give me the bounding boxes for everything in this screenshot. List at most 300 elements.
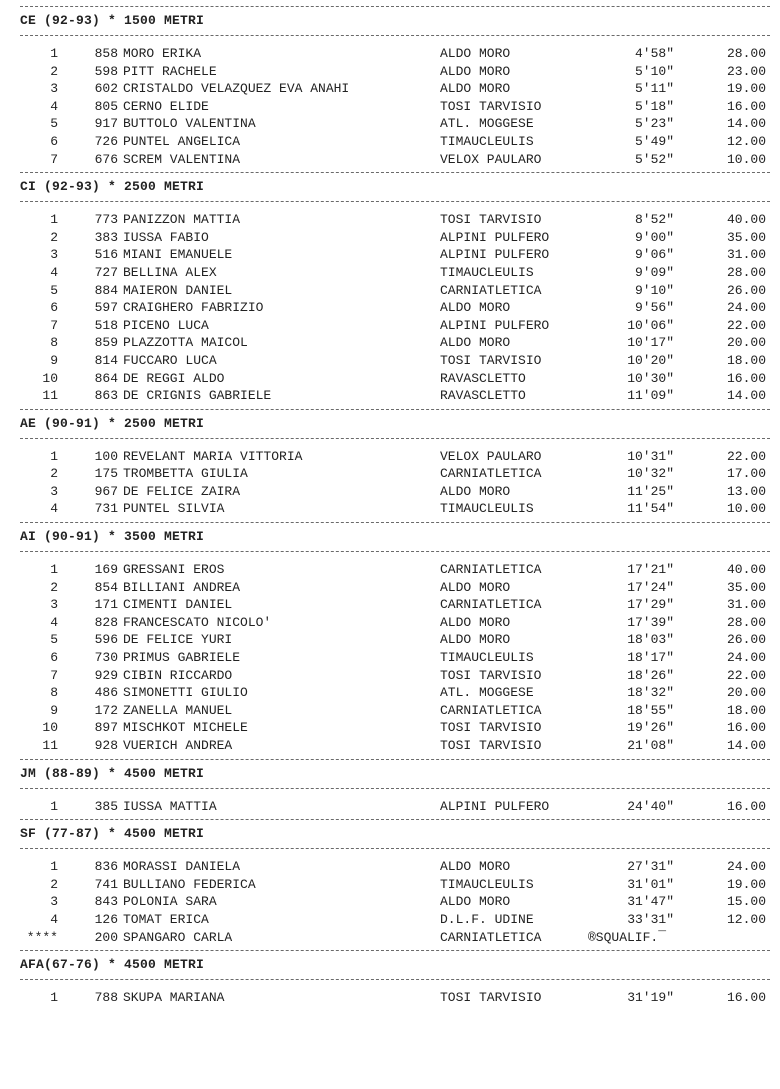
- result-row: [0, 798, 780, 816]
- result-row: [0, 448, 780, 466]
- position: 5: [50, 282, 58, 298]
- result-row: [0, 317, 780, 335]
- position: 10: [42, 720, 58, 736]
- finish-time: 5'18": [634, 98, 674, 114]
- athlete-name: DE REGGI ALDO: [123, 370, 225, 386]
- bib-number: 836: [94, 859, 118, 875]
- bib-number: 854: [94, 579, 118, 595]
- finish-time: 33'31": [627, 911, 674, 927]
- bib-number: 863: [94, 388, 118, 404]
- position: 2: [50, 466, 58, 482]
- bib-number: 126: [94, 911, 118, 927]
- athlete-name: PLAZZOTTA MAICOL: [123, 335, 248, 351]
- position: 3: [50, 894, 58, 910]
- bib-number: 828: [94, 614, 118, 630]
- section-spacer: [0, 789, 780, 798]
- bib-number: 172: [94, 702, 118, 718]
- race-section: [0, 6, 780, 172]
- points: 16.00: [726, 370, 766, 386]
- finish-time: 18'03": [627, 632, 674, 648]
- bib-number: 741: [94, 876, 118, 892]
- club-name: ALDO MORO: [440, 483, 511, 499]
- points: 28.00: [726, 614, 766, 630]
- athlete-name: FUCCARO LUCA: [123, 352, 217, 368]
- position: 7: [50, 667, 58, 683]
- club-name: TOSI TARVISIO: [440, 352, 542, 368]
- bib-number: 928: [94, 738, 118, 753]
- position: 1: [50, 562, 58, 578]
- finish-time: 17'29": [627, 597, 674, 613]
- bib-number: 730: [94, 650, 118, 666]
- athlete-name: PICENO LUCA: [123, 317, 209, 333]
- club-name: ALDO MORO: [440, 579, 511, 595]
- athlete-name: VUERICH ANDREA: [123, 738, 233, 753]
- bib-number: 773: [94, 212, 118, 228]
- result-row-disqualified: [0, 929, 780, 947]
- points: 16.00: [726, 98, 766, 114]
- finish-time: 9'00": [634, 229, 674, 245]
- finish-time: 11'54": [627, 501, 674, 517]
- finish-time: 19'26": [627, 720, 674, 736]
- points: 20.00: [726, 685, 766, 701]
- result-row: [0, 80, 780, 98]
- athlete-name: GRESSANI EROS: [123, 562, 225, 578]
- points: 40.00: [726, 562, 766, 578]
- club-name: TOSI TARVISIO: [440, 738, 542, 753]
- points: 26.00: [726, 282, 766, 298]
- finish-time: 10'20": [627, 352, 674, 368]
- result-row: [0, 989, 780, 1007]
- race-title: AE (90-91) * 2500 METRI: [20, 415, 205, 431]
- bib-number: 597: [94, 300, 118, 316]
- athlete-name: FRANCESCATO NICOLO': [123, 614, 272, 630]
- result-row: [0, 614, 780, 632]
- points: 19.00: [726, 81, 766, 97]
- race-title: AFA(67-76) * 4500 METRI: [20, 957, 205, 973]
- finish-time: 10'32": [627, 466, 674, 482]
- finish-time: 5'49": [634, 133, 674, 149]
- club-name: ALDO MORO: [440, 894, 511, 910]
- finish-time: 18'32": [627, 685, 674, 701]
- race-section: [0, 819, 780, 950]
- finish-time: 31'01": [627, 876, 674, 892]
- bib-number: 518: [94, 317, 118, 333]
- club-name: ALPINI PULFERO: [440, 229, 550, 245]
- athlete-name: SPANGARO CARLA: [123, 929, 233, 945]
- finish-time: 5'23": [634, 116, 674, 132]
- athlete-name: IUSSA FABIO: [123, 229, 209, 245]
- result-row: [0, 684, 780, 702]
- result-row: [0, 63, 780, 81]
- finish-time: 9'06": [634, 247, 674, 263]
- athlete-name: PANIZZON MATTIA: [123, 212, 241, 228]
- result-row: [0, 596, 780, 614]
- club-name: CARNIATLETICA: [440, 597, 542, 613]
- finish-time: 10'17": [627, 335, 674, 351]
- bib-number: 788: [94, 990, 118, 1006]
- result-row: [0, 483, 780, 501]
- race-section: [0, 950, 780, 1011]
- club-name: CARNIATLETICA: [440, 929, 542, 945]
- finish-time: 9'56": [634, 300, 674, 316]
- athlete-name: BELLINA ALEX: [123, 264, 217, 280]
- club-name: TIMAUCLEULIS: [440, 876, 534, 892]
- points: 10.00: [726, 151, 766, 167]
- bib-number: 727: [94, 264, 118, 280]
- bib-number: 929: [94, 667, 118, 683]
- result-row: [0, 858, 780, 876]
- athlete-name: CRISTALDO VELAZQUEZ EVA ANAHI: [123, 81, 350, 97]
- position: 3: [50, 81, 58, 97]
- athlete-name: PUNTEL ANGELICA: [123, 133, 241, 149]
- position: 4: [50, 98, 58, 114]
- section-spacer: [0, 552, 780, 561]
- points: 20.00: [726, 335, 766, 351]
- position: 2: [50, 229, 58, 245]
- position: 4: [50, 911, 58, 927]
- points: 24.00: [726, 859, 766, 875]
- points: 13.00: [726, 483, 766, 499]
- bib-number: 884: [94, 282, 118, 298]
- result-row: [0, 370, 780, 388]
- points: 12.00: [726, 133, 766, 149]
- athlete-name: CIMENTI DANIEL: [123, 597, 233, 613]
- club-name: ALPINI PULFERO: [440, 247, 550, 263]
- result-row: [0, 133, 780, 151]
- position: 1: [50, 46, 58, 61]
- finish-time: 10'30": [627, 370, 674, 386]
- result-row: [0, 893, 780, 911]
- result-row: [0, 264, 780, 282]
- result-row: [0, 229, 780, 247]
- finish-time: 24'40": [627, 798, 674, 814]
- athlete-name: ZANELLA MANUEL: [123, 702, 233, 718]
- points: 14.00: [726, 738, 766, 753]
- section-spacer: [0, 36, 780, 45]
- position: 5: [50, 116, 58, 132]
- finish-time: 18'55": [627, 702, 674, 718]
- points: 16.00: [726, 798, 766, 814]
- position: 1: [50, 448, 58, 464]
- disqualified-label: ®SQUALIF.¯: [588, 929, 667, 945]
- position: 9: [50, 702, 58, 718]
- finish-time: 10'31": [627, 448, 674, 464]
- finish-time: 21'08": [627, 738, 674, 753]
- points: 24.00: [726, 650, 766, 666]
- points: 23.00: [726, 63, 766, 79]
- position: 11: [42, 738, 58, 753]
- club-name: TOSI TARVISIO: [440, 98, 542, 114]
- result-row: [0, 876, 780, 894]
- result-row: [0, 352, 780, 370]
- result-row: [0, 45, 780, 63]
- athlete-name: BUTTOLO VALENTINA: [123, 116, 256, 132]
- bib-number: 100: [94, 448, 118, 464]
- club-name: ATL. MOGGESE: [440, 685, 534, 701]
- athlete-name: CIBIN RICCARDO: [123, 667, 233, 683]
- race-title: SF (77-87) * 4500 METRI: [20, 826, 205, 842]
- club-name: TIMAUCLEULIS: [440, 264, 534, 280]
- finish-time: 9'10": [634, 282, 674, 298]
- position: 7: [50, 317, 58, 333]
- club-name: CARNIATLETICA: [440, 466, 542, 482]
- position: 2: [50, 63, 58, 79]
- athlete-name: SKUPA MARIANA: [123, 990, 225, 1006]
- bib-number: 200: [94, 929, 118, 945]
- position: 11: [42, 388, 58, 404]
- athlete-name: PUNTEL SILVIA: [123, 501, 225, 517]
- bib-number: 383: [94, 229, 118, 245]
- position: 6: [50, 133, 58, 149]
- club-name: ALPINI PULFERO: [440, 317, 550, 333]
- race-title: AI (90-91) * 3500 METRI: [20, 529, 205, 545]
- race-title: CI (92-93) * 2500 METRI: [20, 179, 205, 195]
- athlete-name: BILLIANI ANDREA: [123, 579, 241, 595]
- race-title: JM (88-89) * 4500 METRI: [20, 765, 205, 781]
- finish-time: 9'09": [634, 264, 674, 280]
- points: 17.00: [726, 466, 766, 482]
- race-section: [0, 522, 780, 759]
- position: 6: [50, 650, 58, 666]
- points: 35.00: [726, 229, 766, 245]
- section-tail-spacer: [0, 1007, 780, 1011]
- club-name: D.L.F. UDINE: [440, 911, 534, 927]
- points: 18.00: [726, 702, 766, 718]
- position: 8: [50, 685, 58, 701]
- bib-number: 814: [94, 352, 118, 368]
- athlete-name: REVELANT MARIA VITTORIA: [123, 448, 303, 464]
- result-row: [0, 702, 780, 720]
- finish-time: 8'52": [634, 212, 674, 228]
- finish-time: 11'25": [627, 483, 674, 499]
- bib-number: 859: [94, 335, 118, 351]
- bib-number: 175: [94, 466, 118, 482]
- position: 3: [50, 247, 58, 263]
- result-row: [0, 246, 780, 264]
- bib-number: 602: [94, 81, 118, 97]
- athlete-name: IUSSA MATTIA: [123, 798, 217, 814]
- section-spacer: [0, 439, 780, 448]
- position: 3: [50, 483, 58, 499]
- finish-time: 4'58": [634, 46, 674, 61]
- points: 14.00: [726, 388, 766, 404]
- bib-number: 864: [94, 370, 118, 386]
- points: 31.00: [726, 247, 766, 263]
- bib-number: 598: [94, 63, 118, 79]
- position: 6: [50, 300, 58, 316]
- result-row: [0, 98, 780, 116]
- athlete-name: MIANI EMANUELE: [123, 247, 233, 263]
- club-name: TIMAUCLEULIS: [440, 133, 534, 149]
- finish-time: 17'24": [627, 579, 674, 595]
- result-row: [0, 911, 780, 929]
- result-row: [0, 387, 780, 405]
- athlete-name: DE FELICE YURI: [123, 632, 233, 648]
- result-row: [0, 500, 780, 518]
- club-name: TOSI TARVISIO: [440, 667, 542, 683]
- athlete-name: CERNO ELIDE: [123, 98, 209, 114]
- athlete-name: MORASSI DANIELA: [123, 859, 241, 875]
- position: 1: [50, 798, 58, 814]
- finish-time: 27'31": [627, 859, 674, 875]
- finish-time: 11'09": [627, 388, 674, 404]
- finish-time: 18'17": [627, 650, 674, 666]
- club-name: ALDO MORO: [440, 300, 511, 316]
- finish-time: 5'52": [634, 151, 674, 167]
- athlete-name: TOMAT ERICA: [123, 911, 209, 927]
- club-name: ALPINI PULFERO: [440, 798, 550, 814]
- club-name: ATL. MOGGESE: [440, 116, 534, 132]
- position: 1: [50, 859, 58, 875]
- points: 28.00: [726, 264, 766, 280]
- position: 9: [50, 352, 58, 368]
- club-name: ALDO MORO: [440, 614, 511, 630]
- athlete-name: BULLIANO FEDERICA: [123, 876, 256, 892]
- athlete-name: PITT RACHELE: [123, 63, 217, 79]
- athlete-name: POLONIA SARA: [123, 894, 217, 910]
- position: 2: [50, 876, 58, 892]
- points: 28.00: [726, 46, 766, 61]
- finish-time: 17'39": [627, 614, 674, 630]
- bib-number: 843: [94, 894, 118, 910]
- bib-number: 726: [94, 133, 118, 149]
- athlete-name: DE CRIGNIS GABRIELE: [123, 388, 272, 404]
- section-spacer: [0, 202, 780, 211]
- points: 24.00: [726, 300, 766, 316]
- club-name: TIMAUCLEULIS: [440, 650, 534, 666]
- bib-number: 596: [94, 632, 118, 648]
- club-name: RAVASCLETTO: [440, 388, 526, 404]
- athlete-name: SCREM VALENTINA: [123, 151, 241, 167]
- points: 16.00: [726, 990, 766, 1006]
- bib-number: 385: [94, 798, 118, 814]
- position: 5: [50, 632, 58, 648]
- athlete-name: CRAIGHERO FABRIZIO: [123, 300, 264, 316]
- points: 19.00: [726, 876, 766, 892]
- position: 4: [50, 614, 58, 630]
- finish-time: 18'26": [627, 667, 674, 683]
- club-name: ALDO MORO: [440, 859, 511, 875]
- position: 1: [50, 212, 58, 228]
- result-row: [0, 719, 780, 737]
- points: 16.00: [726, 720, 766, 736]
- club-name: RAVASCLETTO: [440, 370, 526, 386]
- result-row: [0, 282, 780, 300]
- result-row: [0, 299, 780, 317]
- club-name: CARNIATLETICA: [440, 562, 542, 578]
- finish-time: 10'06": [627, 317, 674, 333]
- race-section: [0, 409, 780, 522]
- club-name: TOSI TARVISIO: [440, 212, 542, 228]
- club-name: CARNIATLETICA: [440, 282, 542, 298]
- position: 10: [42, 370, 58, 386]
- result-row: [0, 115, 780, 133]
- finish-time: 5'10": [634, 63, 674, 79]
- athlete-name: MORO ERIKA: [123, 46, 202, 61]
- bib-number: 676: [94, 151, 118, 167]
- result-row: [0, 465, 780, 483]
- finish-time: 17'21": [627, 562, 674, 578]
- club-name: CARNIATLETICA: [440, 702, 542, 718]
- athlete-name: TROMBETTA GIULIA: [123, 466, 248, 482]
- result-row: [0, 211, 780, 229]
- athlete-name: SIMONETTI GIULIO: [123, 685, 248, 701]
- club-name: VELOX PAULARO: [440, 151, 542, 167]
- position: 1: [50, 990, 58, 1006]
- athlete-name: DE FELICE ZAIRA: [123, 483, 241, 499]
- points: 10.00: [726, 501, 766, 517]
- bib-number: 169: [94, 562, 118, 578]
- position: 4: [50, 264, 58, 280]
- result-row: [0, 151, 780, 169]
- position: 4: [50, 501, 58, 517]
- athlete-name: PRIMUS GABRIELE: [123, 650, 241, 666]
- points: 22.00: [726, 448, 766, 464]
- position: 2: [50, 579, 58, 595]
- section-spacer: [0, 980, 780, 989]
- club-name: TOSI TARVISIO: [440, 720, 542, 736]
- points: 31.00: [726, 597, 766, 613]
- points: 22.00: [726, 317, 766, 333]
- position: 8: [50, 335, 58, 351]
- bib-number: 897: [94, 720, 118, 736]
- result-row: [0, 667, 780, 685]
- bib-number: 516: [94, 247, 118, 263]
- bib-number: 858: [94, 46, 118, 61]
- race-section: [0, 172, 780, 409]
- bib-number: 967: [94, 483, 118, 499]
- race-title: CE (92-93) * 1500 METRI: [20, 13, 205, 28]
- result-row: [0, 649, 780, 667]
- club-name: VELOX PAULARO: [440, 448, 542, 464]
- bib-number: 805: [94, 98, 118, 114]
- points: 35.00: [726, 579, 766, 595]
- finish-time: 5'11": [634, 81, 674, 97]
- result-row: [0, 737, 780, 755]
- club-name: ALDO MORO: [440, 63, 511, 79]
- position: ****: [26, 929, 58, 945]
- section-spacer: [0, 849, 780, 858]
- bib-number: 731: [94, 501, 118, 517]
- club-name: TOSI TARVISIO: [440, 990, 542, 1006]
- points: 22.00: [726, 667, 766, 683]
- athlete-name: MISCHKOT MICHELE: [123, 720, 248, 736]
- result-row: [0, 334, 780, 352]
- club-name: ALDO MORO: [440, 81, 511, 97]
- club-name: ALDO MORO: [440, 335, 511, 351]
- result-row: [0, 561, 780, 579]
- finish-time: 31'19": [627, 990, 674, 1006]
- points: 14.00: [726, 116, 766, 132]
- club-name: ALDO MORO: [440, 632, 511, 648]
- position: 7: [50, 151, 58, 167]
- athlete-name: MAIERON DANIEL: [123, 282, 233, 298]
- points: 26.00: [726, 632, 766, 648]
- bib-number: 171: [94, 597, 118, 613]
- points: 12.00: [726, 911, 766, 927]
- club-name: TIMAUCLEULIS: [440, 501, 534, 517]
- finish-time: 31'47": [627, 894, 674, 910]
- position: 3: [50, 597, 58, 613]
- points: 40.00: [726, 212, 766, 228]
- points: 15.00: [726, 894, 766, 910]
- club-name: ALDO MORO: [440, 46, 511, 61]
- bib-number: 486: [94, 685, 118, 701]
- points: 18.00: [726, 352, 766, 368]
- race-section: [0, 759, 780, 820]
- result-row: [0, 631, 780, 649]
- bib-number: 917: [94, 116, 118, 132]
